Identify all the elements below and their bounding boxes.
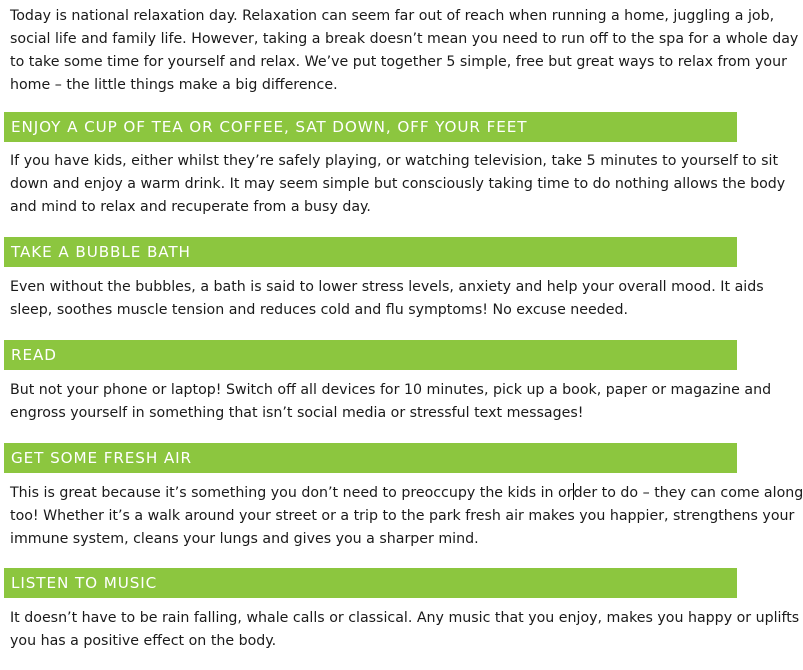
paragraph-line: But not your phone or laptop! Switch off all devices for 10 minutes, pick up a book, paper or magazine and: [10, 382, 772, 398]
section-paragraph-music: [10, 607, 800, 653]
intro-line: Today is national relaxation day. Relaxation can seem far out of reach when running a home, juggling a job,: [10, 8, 775, 24]
intro-line: home – the little things make a big difference.: [10, 77, 338, 93]
section-heading-music: LISTEN TO MUSIC: [4, 568, 737, 598]
paragraph-line: Even without the bubbles, a bath is said to lower stress levels, anxiety and help your overall mood. It aids: [10, 279, 764, 295]
section-paragraph-tea: [10, 150, 786, 219]
paragraph-line: immune system, cleans your lungs and gives you a sharper mind.: [10, 531, 479, 547]
intro-paragraph: [10, 5, 799, 97]
section-paragraph-fresh-air: [10, 482, 803, 551]
paragraph-line: down and enjoy a warm drink. It may seem simple but consciously taking time to do nothing allows the body: [10, 176, 786, 192]
section-heading-tea: ENJOY A CUP OF TEA OR COFFEE, SAT DOWN, OFF YOUR FEET: [4, 112, 737, 142]
paragraph-line: [10, 482, 803, 505]
section-paragraph-bath: [10, 276, 764, 322]
line-text-before-cursor: This is great because it’s something you don’t need to preoccupy the kids in or: [10, 485, 573, 501]
section-heading-bath: TAKE A BUBBLE BATH: [4, 237, 737, 267]
paragraph-line: It doesn’t have to be rain falling, whale calls or classical. Any music that you enjoy, makes you happy or uplifts: [10, 610, 800, 626]
section-paragraph-read: [10, 379, 772, 425]
section-heading-fresh-air: GET SOME FRESH AIR: [4, 443, 737, 473]
paragraph-line: engross yourself in something that isn’t social media or stressful text messages!: [10, 405, 584, 421]
paragraph-line: you has a positive effect on the body.: [10, 633, 277, 649]
paragraph-line: and mind to relax and recuperate from a busy day.: [10, 199, 371, 215]
section-heading-read: READ: [4, 340, 737, 370]
intro-line: to take some time for yourself and relax. We’ve put together 5 simple, free but great ways to relax from your: [10, 54, 787, 70]
paragraph-line: sleep, soothes muscle tension and reduces cold and flu symptoms! No excuse needed.: [10, 302, 629, 318]
line-text-after-cursor: der to do – they can come along: [573, 485, 803, 501]
paragraph-line: If you have kids, either whilst they’re safely playing, or watching television, take 5 minutes to yourself to sit: [10, 153, 779, 169]
paragraph-line: too! Whether it’s a walk around your street or a trip to the park fresh air makes you happier, strengthens your: [10, 508, 795, 524]
intro-line: social life and family life. However, taking a break doesn’t mean you need to run off to the spa for a whole day: [10, 31, 799, 47]
